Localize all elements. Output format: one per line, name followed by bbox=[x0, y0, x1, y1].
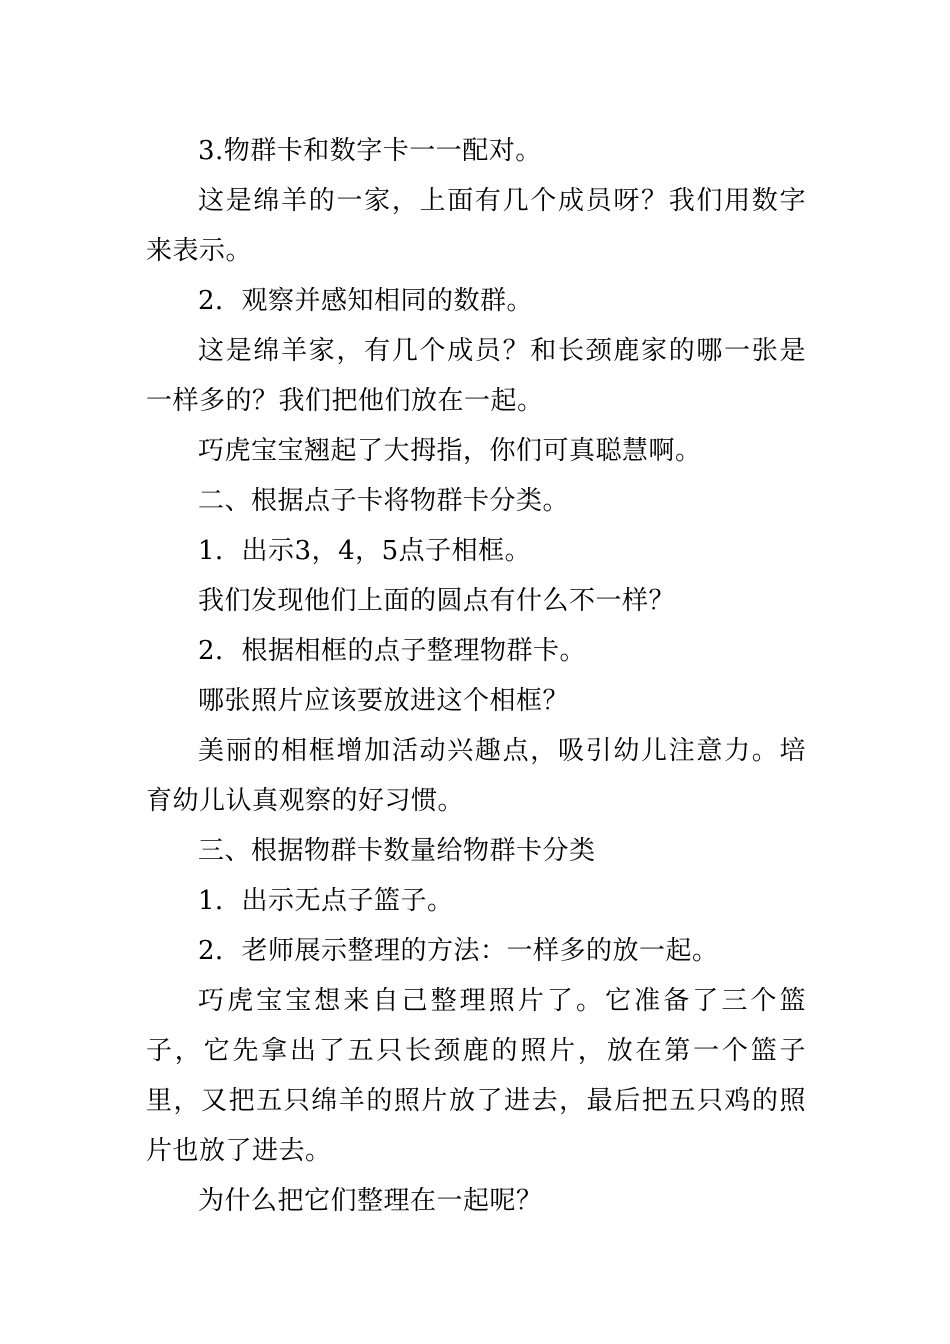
paragraph-step-2-observe: 2．观察并感知相同的数群。 bbox=[198, 286, 534, 316]
paragraph-step-3-matching: 3.物群卡和数字卡一一配对。 bbox=[198, 136, 542, 166]
paragraph-sheep-family: 这是绵羊的一家，上面有几个成员呀？我们用数字来表示。 bbox=[146, 186, 806, 266]
paragraph-sort-by-dots: 2．根据相框的点子整理物群卡。 bbox=[198, 636, 587, 666]
section-heading-2: 二、根据点子卡将物群卡分类。 bbox=[198, 486, 570, 516]
paragraph-why-question: 为什么把它们整理在一起呢？ bbox=[198, 1186, 543, 1216]
section-heading-3: 三、根据物群卡数量给物群卡分类 bbox=[198, 836, 596, 866]
paragraph-which-photo: 哪张照片应该要放进这个相框？ bbox=[198, 686, 570, 716]
paragraph-teacher-method: 2．老师展示整理的方法：一样多的放一起。 bbox=[198, 936, 719, 966]
paragraph-sheep-giraffe: 这是绵羊家，有几个成员？和长颈鹿家的哪一张是一样多的？我们把他们放在一起。 bbox=[146, 336, 806, 416]
document-body bbox=[146, 126, 806, 1226]
paragraph-dots-question: 我们发现他们上面的圆点有什么不一样？ bbox=[198, 586, 676, 616]
paragraph-baskets: 1．出示无点子篮子。 bbox=[198, 886, 454, 916]
paragraph-frame-interest: 美丽的相框增加活动兴趣点，吸引幼儿注意力。培育幼儿认真观察的好习惯。 bbox=[146, 736, 806, 816]
paragraph-thumbs-up: 巧虎宝宝翘起了大拇指，你们可真聪慧啊。 bbox=[198, 436, 702, 466]
paragraph-qiaohu-sorting: 巧虎宝宝想来自己整理照片了。它准备了三个篮子，它先拿出了五只长颈鹿的照片，放在第一个篮子里，又把五只绵羊的照片放了进去，最后把五只鸡的照片也放了进去。 bbox=[146, 986, 806, 1166]
paragraph-dot-frames: 1．出示3，4，5点子相框。 bbox=[198, 536, 532, 566]
